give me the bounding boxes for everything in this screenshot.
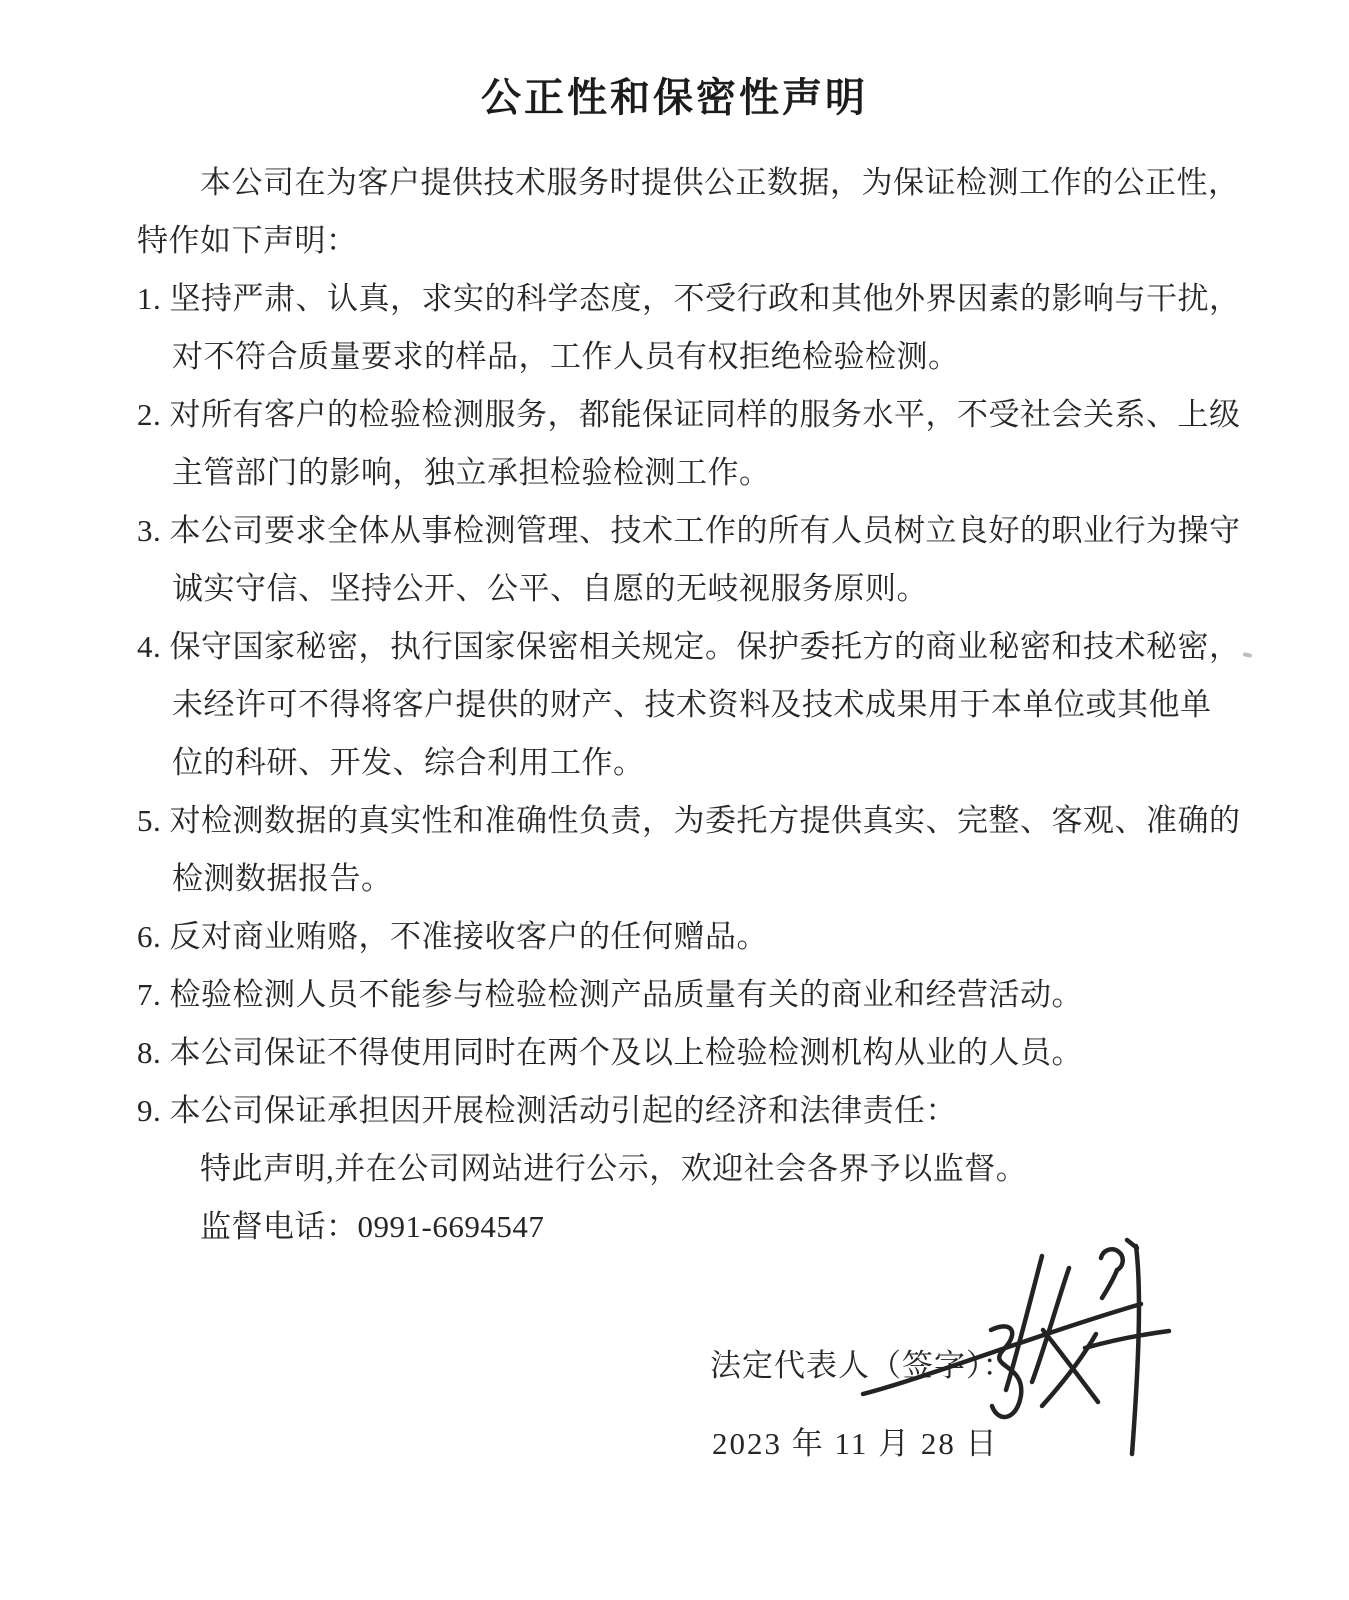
statement-item-3-cont: 诚实守信、坚持公开、公平、自愿的无岐视服务原则。 [172,571,928,606]
statement-item-6: 6. 反对商业贿赂，不准接收客户的任何赠品。 [137,919,768,954]
signature-date: 2023 年 11 月 28 日 [712,1426,999,1461]
statement-item-8: 8. 本公司保证不得使用同时在两个及以上检验检测机构从业的人员。 [137,1035,1083,1070]
statement-item-9: 9. 本公司保证承担因开展检测活动引起的经济和法律责任： [137,1093,957,1128]
statement-item-4-cont: 未经许可不得将客户提供的财产、技术资料及技术成果用于本单位或其他单 [172,687,1212,722]
intro-line: 本公司在为客户提供技术服务时提供公正数据，为保证检测工作的公正性， [200,165,1240,200]
page-title: 公正性和保密性声明 [481,75,868,120]
intro-line: 特作如下声明： [137,223,358,258]
legal-representative-label: 法定代表人（签字）： [710,1348,1015,1383]
statement-item-5-cont: 检测数据报告。 [172,861,393,896]
statement-item-1-cont: 对不符合质量要求的样品，工作人员有权拒绝检验检测。 [172,339,960,374]
statement-item-2-cont: 主管部门的影响，独立承担检验检测工作。 [172,455,771,490]
statement-item-4-cont: 位的科研、开发、综合利用工作。 [172,745,645,780]
statement-body [137,154,1309,1256]
statement-item-7: 7. 检验检测人员不能参与检验检测产品质量有关的商业和经营活动。 [137,977,1083,1012]
statement-item-2: 2. 对所有客户的检验检测服务，都能保证同样的服务水平，不受社会关系、上级 [137,397,1241,432]
statement-item-5: 5. 对检测数据的真实性和准确性负责，为委托方提供真实、完整、客观、准确的 [137,803,1241,838]
supervision-phone-line: 监督电话：0991-6694547 [200,1209,545,1244]
closing-line: 特此声明,并在公司网站进行公示，欢迎社会各界予以监督。 [200,1151,1028,1186]
statement-item-3: 3. 本公司要求全体从事检测管理、技术工作的所有人员树立良好的职业行为操守 [137,513,1241,548]
statement-item-1: 1. 坚持严肃、认真，求实的科学态度，不受行政和其他外界因素的影响与干扰， [137,281,1241,316]
statement-item-4: 4. 保守国家秘密，执行国家保密相关规定。保护委托方的商业秘密和技术秘密， [137,629,1241,664]
